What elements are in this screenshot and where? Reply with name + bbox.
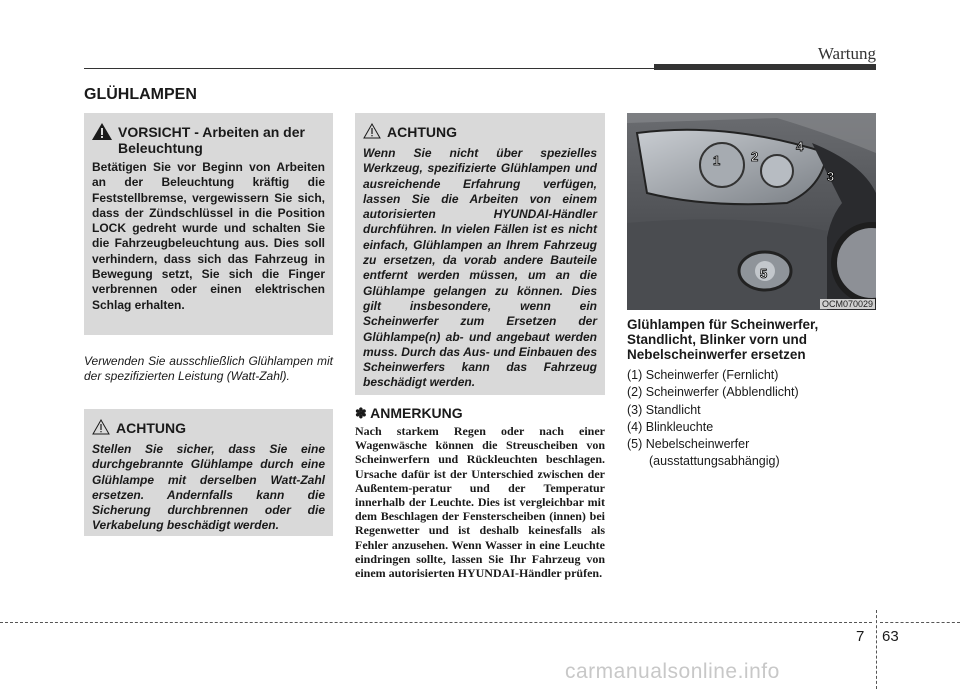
list-item: (1) Scheinwerfer (Fernlicht): [627, 368, 779, 382]
chapter-number: 7: [856, 628, 865, 645]
lamp-section-heading: Glühlampen für Scheinwerfer, Standlicht, Blinker vorn und Nebelscheinwerfer ersetzen: [627, 317, 819, 362]
warning-mid-body: Wenn Sie nicht über spezielles Werkzeug, spezifizierte Glühlampen und ausreichende Erfahrung verfügen, lassen Sie die Arbeiten von einem autorisierten HYUNDAI-Händler durchführen. In vielen Fällen ist es nicht einfach, Glühlampen an Ihrem Fahrzeug zu ersetzen, da vorab andere Bauteile entfernt werden müssen, um an die Glühlampe gelangen zu können. Dies gilt insbesondere, wenn ein Scheinwerfer zum Ersetzen der Glühlampe(n) ab- und angebaut werden muss. Durch das Aus- und Einbauen des Scheinwerfers kann das Fahrzeug beschädigt werden.: [363, 146, 597, 390]
caution-label: VORSICHT: [118, 124, 191, 140]
footer-rule-right: [880, 622, 960, 623]
watermark: carmanualsonline.info: [565, 660, 780, 683]
caution-title: - Arbeiten an der Beleuchtung: [118, 124, 305, 156]
photo-marker-5: 5: [760, 266, 768, 281]
warning-triangle-outline-icon: [363, 123, 381, 142]
warning-triangle-outline-icon: [92, 419, 110, 438]
warning-mid-header: [363, 123, 597, 142]
list-item: (4) Blinkleuchte: [627, 419, 714, 434]
lamp-list: [627, 367, 876, 471]
footer-divider: [876, 610, 877, 689]
warning-box-mid: [355, 113, 605, 395]
intro-text: Verwenden Sie ausschließlich Glühlampen mit der spezifizierten Leistung (Watt-Zahl).: [84, 354, 333, 383]
photo-marker-4: 4: [796, 139, 804, 154]
caution-body: Betätigen Sie vor Beginn von Arbeiten an der Beleuchtung kräftig die Feststellbremse, vergewissern Sie sich, dass der Zündschlüssel in die Position LOCK gedreht wurde und schalten Sie die Fahrzeugbeleuchtung aus. Dies soll verhindern, dass sich das Fahrzeug in Bewegung setzt, Sie sich die Finger verbrennen oder einen elektrischen Schlag erhalten.: [92, 160, 325, 312]
caution-box: [84, 113, 333, 335]
list-item: (2) Scheinwerfer (Abblendlicht): [627, 385, 799, 400]
caution-box-header: [92, 123, 325, 156]
footer-rule: [0, 622, 872, 623]
warning-left-header: [92, 419, 325, 438]
photo-marker-2: 2: [751, 149, 759, 164]
note-title: ✽ ANMERKUNG: [355, 405, 463, 421]
warning-triangle-icon: [92, 123, 112, 143]
warning-mid-title: ACHTUNG: [387, 124, 457, 140]
note-symbol-icon: ✽: [355, 405, 367, 421]
page-number: 63: [882, 628, 899, 645]
warning-left-title: ACHTUNG: [116, 420, 186, 436]
header-bar: [654, 64, 876, 70]
section-title: GLÜHLAMPEN: [84, 86, 197, 103]
photo-code: OCM070029: [822, 299, 874, 309]
photo-marker-3: 3: [827, 169, 835, 184]
list-item-sub: (ausstattungsabhängig): [649, 454, 780, 469]
warning-box-left: [84, 409, 333, 536]
header-rule: [84, 68, 654, 69]
car-front-photo: [627, 113, 876, 310]
chapter-title: Wartung: [817, 44, 876, 63]
list-item: (3) Standlicht: [627, 402, 701, 417]
photo-marker-1: 1: [713, 153, 721, 168]
warning-left-body: Stellen Sie sicher, dass Sie eine durchgebrannte Glühlampe durch eine Glühlampe mit derselben Watt-Zahl ersetzen. Andernfalls kann die Sicherung durchbrennen oder die Verkabelung beschädigt werden.: [92, 442, 325, 533]
list-item: (5) Nebelscheinwerfer: [627, 437, 750, 452]
note-body: Nach starkem Regen oder nach einer Wagenwäsche können die Streuscheiben von Scheinwerfern und Rückleuchten beschlagen. Ursache dafür ist der Unterschied zwischen der Außentem-peratur und der Temperatur innerhalb der Leuchte. Dies ist vergleichbar mit dem Beschlagen der Fensterscheiben (innen) bei Regenwetter und ist deshalb keinesfalls als Fehler anzusehen. Wenn Wasser in eine Leuchte eindringen sollte, lassen Sie Ihr Fahrzeug von einem autorisierten HYUNDAI-Händler prüfen.: [355, 424, 605, 581]
